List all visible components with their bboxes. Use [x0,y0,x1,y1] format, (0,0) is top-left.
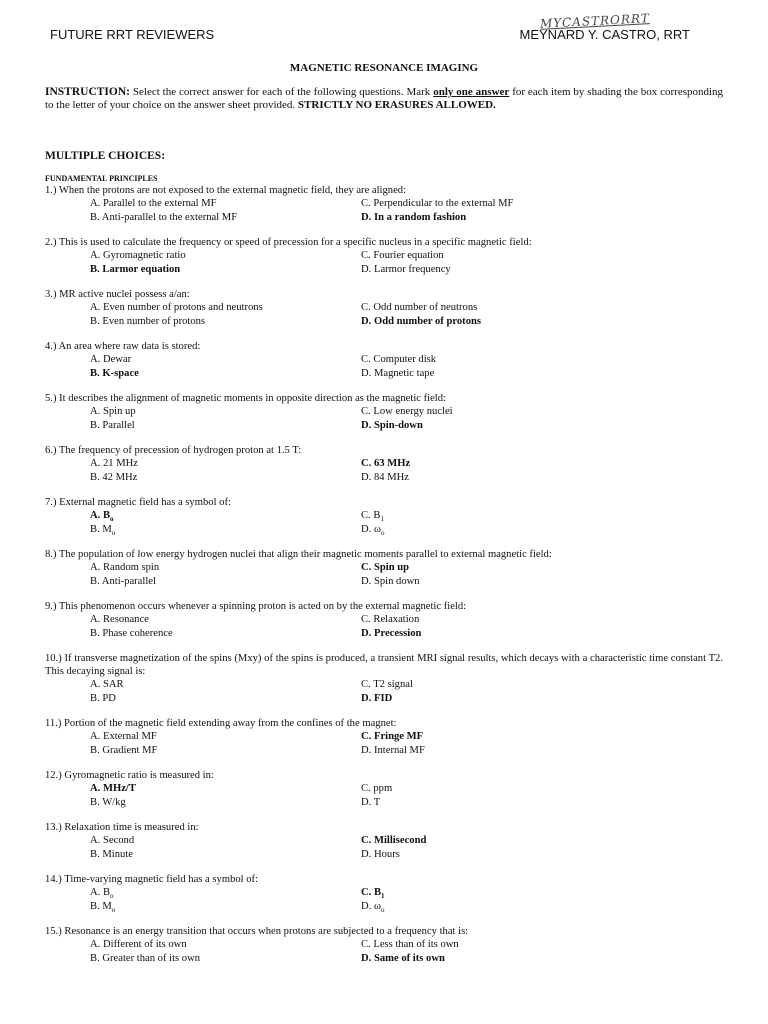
option-subscript: o [111,529,116,538]
answer-option [361,509,384,523]
answer-option [90,938,187,952]
question-stem: 1.) When the protons are not exposed to the external magnetic field, they are aligned: [45,185,407,196]
option-row [45,561,723,575]
answer-option [90,353,131,367]
option-text: Resonance [102,614,149,625]
answer-option [361,419,423,433]
option-text: B [102,510,111,521]
option-letter: D. [361,264,372,275]
question-item [45,548,723,589]
question-list [45,184,723,977]
option-letter: B. [90,212,100,223]
option-text: Relaxation [373,614,420,625]
option-letter: C. [361,406,371,417]
option-subscript: o [110,892,114,901]
handwritten-signature: MYCASTRORRT [539,11,651,31]
question-stem: 11.) Portion of the magnetic field extending away from the confines of the magnet: [45,718,397,729]
answer-option [90,315,205,329]
option-text: Anti-parallel to the external MF [101,212,238,223]
option-text: T [373,797,381,808]
answer-option [90,692,116,706]
option-text: Greater than of its own [102,953,201,964]
option-letter: B. [90,745,100,756]
question-item [45,236,723,277]
option-text: SAR [102,679,124,690]
instruction-text-2: for each item by shading the box corresponding to the letter of your choice on the answer sheet provided. [45,86,724,111]
option-letter: C. [361,731,372,742]
answer-option [361,561,409,575]
option-row [45,886,723,900]
answer-option [361,249,444,263]
option-row [45,249,723,263]
answer-option [361,471,409,485]
answer-option [361,886,385,900]
question-item [45,652,723,706]
option-subscript: o [111,906,116,915]
option-row [45,301,723,315]
option-letter: A. [90,614,101,625]
option-text: K-space [102,368,139,379]
option-subscript: 1 [380,515,384,524]
option-letter: B. [90,849,100,860]
option-row [45,796,723,810]
option-text: M [102,524,112,535]
option-text: B [373,510,381,521]
answer-option [90,613,149,627]
option-text: Spin-down [373,420,423,431]
option-row [45,211,723,225]
option-text: Larmor equation [102,264,181,275]
answer-option [90,730,157,744]
answer-option [361,678,413,692]
answer-option [361,952,445,966]
option-subscript: o [380,906,385,915]
option-letter: A. [90,510,101,521]
option-text: Larmor frequency [373,264,451,275]
option-row [45,197,723,211]
answer-option [90,782,136,796]
option-row [45,509,723,523]
option-row [45,627,723,641]
option-row [45,782,723,796]
option-letter: C. [361,835,372,846]
option-text: Even number of protons and neutrons [102,302,263,313]
option-letter: D. [361,953,372,964]
option-letter: B. [90,901,100,912]
question-item [45,444,723,485]
answer-option [361,367,434,381]
option-letter: B. [90,420,100,431]
question-stem: 7.) External magnetic field has a symbol of: [45,497,231,508]
question-stem: 8.) The population of low energy hydrogen nuclei that align their magnetic moments parallel to external magnetic field: [45,549,552,560]
option-text: Even number of protons [102,316,206,327]
answer-option [361,834,426,848]
option-text: Phase coherence [102,628,173,639]
answer-option [90,886,114,900]
option-letter: C. [361,458,372,469]
option-letter: A. [90,406,101,417]
answer-option [90,834,134,848]
option-text: Less than of its own [373,939,459,950]
question-item [45,873,723,914]
question-item [45,288,723,329]
option-letter: C. [361,302,371,313]
answer-option [90,900,115,914]
question-stem: 15.) Resonance is an energy transition that occurs when protons are subjected to a frequency that is: [45,926,469,937]
option-text: B [102,887,111,898]
option-letter: C. [361,198,371,209]
question-item [45,717,723,758]
option-letter: B. [90,472,100,483]
answer-option [90,211,237,225]
option-text: Same of its own [373,953,445,964]
option-letter: D. [361,849,372,860]
option-text: FID [373,693,393,704]
answer-option [90,367,139,381]
option-letter: C. [361,783,371,794]
question-stem: 9.) This phenomenon occurs whenever a spinning proton is acted on by the external magnetic field: [45,601,467,612]
option-row [45,419,723,433]
header-right-text: MEYNARD Y. CASTRO, RRT [519,27,690,42]
option-letter: C. [361,354,371,365]
option-row [45,952,723,966]
answer-option [361,405,453,419]
answer-option [90,561,159,575]
answer-option [90,744,157,758]
option-text: Spin down [373,576,420,587]
option-row [45,523,723,537]
option-letter: A. [90,302,101,313]
answer-option [361,263,451,277]
option-letter: C. [361,562,372,573]
option-row [45,692,723,706]
option-letter: D. [361,524,372,535]
answer-option [361,900,384,914]
option-letter: D. [361,576,372,587]
option-row [45,353,723,367]
question-item [45,392,723,433]
option-text: B [373,887,382,898]
option-text: Gyromagnetic ratio [102,250,186,261]
answer-option [90,796,126,810]
option-row [45,367,723,381]
option-letter: D. [361,472,372,483]
option-subscript: o [110,515,114,524]
option-text: 42 MHz [102,472,138,483]
option-text: External MF [102,731,157,742]
question-stem: 14.) Time-varying magnetic field has a symbol of: [45,874,259,885]
option-text: In a random fashion [373,212,467,223]
option-row [45,848,723,862]
option-subscript: o [380,529,385,538]
question-stem: 13.) Relaxation time is measured in: [45,822,199,833]
option-letter: A. [90,835,101,846]
option-text: Odd number of protons [373,316,482,327]
option-subscript: 1 [381,892,385,901]
option-row [45,938,723,952]
option-letter: C. [361,250,371,261]
option-text: Hours [373,849,400,860]
answer-option [361,523,384,537]
option-letter: A. [90,458,101,469]
question-stem: 5.) It describes the alignment of magnetic moments in opposite direction as the magnetic field: [45,393,446,404]
answer-option [90,678,124,692]
answer-option [361,627,421,641]
option-text: 21 MHz [102,458,138,469]
instruction-text-1: Select the correct answer for each of the following questions. Mark [132,86,431,98]
option-letter: B. [90,953,100,964]
option-letter: B. [90,693,100,704]
option-text: MHz/T [102,783,136,794]
option-letter: C. [361,614,371,625]
instruction-paragraph [45,86,723,112]
answer-option [361,796,380,810]
option-row [45,575,723,589]
option-letter: C. [361,510,371,521]
option-letter: A. [90,939,101,950]
answer-option [90,197,217,211]
option-text: Anti-parallel [101,576,156,587]
answer-option [90,419,135,433]
option-letter: B. [90,628,100,639]
answer-option [90,457,138,471]
option-letter: B. [90,524,100,535]
answer-option [361,353,436,367]
option-text: PD [102,693,116,704]
option-text: Low energy nuclei [373,406,453,417]
option-letter: A. [90,250,101,261]
option-letter: B. [90,316,100,327]
option-letter: C. [361,887,372,898]
page-header [50,27,690,45]
answer-option [361,575,420,589]
option-row [45,613,723,627]
option-row [45,263,723,277]
option-letter: D. [361,420,372,431]
question-item [45,821,723,862]
option-text: Minute [102,849,133,860]
option-letter: D. [361,901,372,912]
option-letter: D. [361,628,372,639]
option-text: Second [102,835,135,846]
answer-option [361,211,466,225]
option-text: Gradient MF [102,745,158,756]
option-letter: A. [90,354,101,365]
option-letter: B. [90,576,100,587]
option-letter: B. [90,368,100,379]
option-letter: B. [90,797,100,808]
option-text: 84 MHz [373,472,409,483]
option-letter: D. [361,316,372,327]
answer-option [90,405,136,419]
option-text: Fringe MF [373,731,424,742]
question-stem: 4.) An area where raw data is stored: [45,341,201,352]
option-text: ω [373,524,381,535]
option-letter: D. [361,797,372,808]
option-text: Fourier equation [373,250,444,261]
answer-option [90,575,156,589]
question-item [45,600,723,641]
option-text: M [102,901,112,912]
option-text: 63 MHz [373,458,411,469]
question-stem: 2.) This is used to calculate the frequency or speed of precession for a specific nucleus in a specific magnetic field: [45,237,532,248]
option-letter: A. [90,783,101,794]
question-stem: 10.) If transverse magnetization of the spins (Mxy) of the spins is produced, a transient MRI signal results, which decays with a characteristic time constant T2. This decaying signal is: [45,653,723,677]
option-text: Perpendicular to the external MF [373,198,514,209]
option-letter: A. [90,679,101,690]
option-row [45,744,723,758]
answer-option [90,249,186,263]
header-left-text: FUTURE RRT REVIEWERS [50,27,215,42]
option-text: Precession [373,628,422,639]
instruction-emphasis: only one answer [433,86,510,98]
answer-option [90,301,263,315]
option-letter: D. [361,212,372,223]
option-text: Spin up [102,406,136,417]
option-row [45,471,723,485]
answer-option [361,938,459,952]
option-text: Odd number of neutrons [373,302,478,313]
instruction-warning: STRICTLY NO ERASURES ALLOWED. [297,99,496,111]
option-row [45,834,723,848]
option-text: Internal MF [373,745,425,756]
answer-option [361,730,423,744]
option-text: Spin up [373,562,410,573]
answer-option [90,471,137,485]
answer-option [361,301,477,315]
option-row [45,315,723,329]
option-letter: B. [90,264,100,275]
option-text: Computer disk [373,354,437,365]
answer-option [90,848,133,862]
option-letter: A. [90,731,101,742]
option-text: Millisecond [373,835,427,846]
option-letter: A. [90,562,101,573]
answer-option [361,457,410,471]
option-letter: A. [90,198,101,209]
option-text: Parallel [102,420,135,431]
option-text: Different of its own [102,939,187,950]
option-text: ppm [373,783,393,794]
instruction-label: INSTRUCTION: [45,86,130,98]
answer-option [90,952,200,966]
answer-option [361,692,392,706]
option-letter: D. [361,368,372,379]
option-row [45,730,723,744]
option-letter: C. [361,679,371,690]
multiple-choices-heading: MULTIPLE CHOICES: [45,150,166,162]
option-letter: D. [361,693,372,704]
option-row [45,405,723,419]
answer-option [361,315,481,329]
question-stem: 12.) Gyromagnetic ratio is measured in: [45,770,214,781]
document-title: MAGNETIC RESONANCE IMAGING [289,62,479,74]
question-item [45,769,723,810]
question-item [45,184,723,225]
option-row [45,457,723,471]
option-text: Dewar [102,354,132,365]
option-letter: D. [361,745,372,756]
option-text: ω [373,901,381,912]
section-heading: FUNDAMENTAL PRINCIPLES [45,174,158,183]
answer-option [361,744,425,758]
answer-option [90,627,173,641]
option-text: W/kg [102,797,126,808]
answer-option [361,848,400,862]
option-letter: A. [90,887,101,898]
answer-option [361,782,392,796]
option-text: Random spin [102,562,160,573]
option-text: T2 signal [373,679,413,690]
answer-option [90,523,115,537]
question-item [45,925,723,966]
answer-option [361,197,513,211]
option-text: Magnetic tape [373,368,435,379]
option-letter: C. [361,939,371,950]
answer-option [90,509,114,523]
question-stem: 3.) MR active nuclei possess a/an: [45,289,190,300]
question-item [45,340,723,381]
option-row [45,900,723,914]
answer-option [90,263,180,277]
question-item [45,496,723,537]
option-text: Parallel to the external MF [102,198,217,209]
answer-option [361,613,419,627]
option-row [45,678,723,692]
question-stem: 6.) The frequency of precession of hydrogen proton at 1.5 T: [45,445,302,456]
